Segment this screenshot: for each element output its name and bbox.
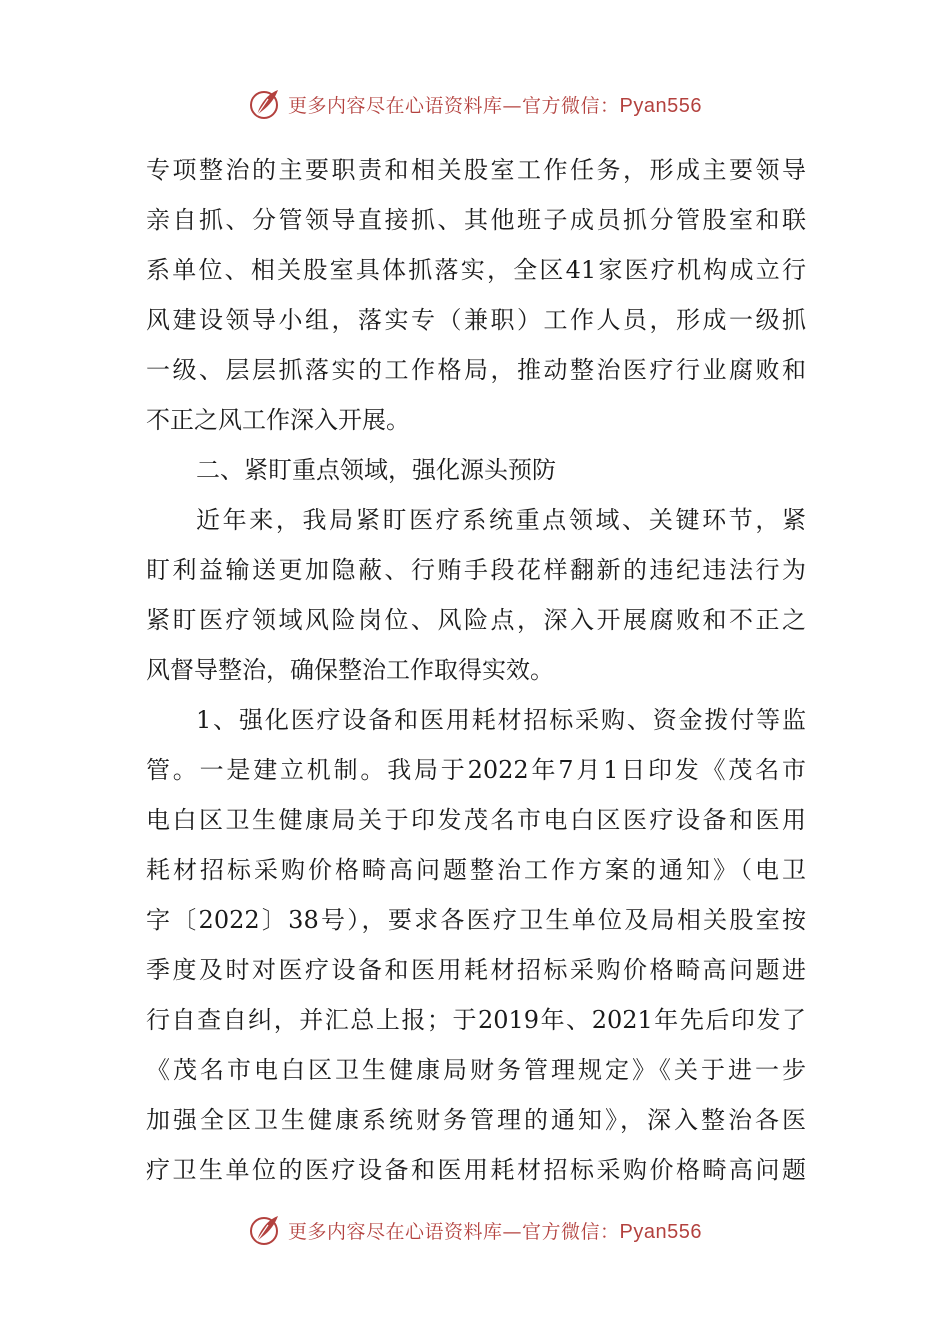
- text-line: 亲自抓、分管领导直接抓、其他班子成员抓分管股室和联: [146, 206, 806, 234]
- banner-text: [288, 1217, 702, 1244]
- text-line: 加强全区卫生健康系统财务管理的通知》，深入整治各医: [146, 1106, 806, 1134]
- banner-wechat-id: Pyan556: [619, 94, 702, 117]
- text-line: 近年来，我局紧盯医疗系统重点领域、关键环节，紧: [196, 506, 806, 534]
- banner-caption: 更多内容尽在心语资料库—官方微信：: [288, 94, 620, 117]
- text-line: 季度及时对医疗设备和医用耗材招标采购价格畸高问题进: [146, 956, 806, 984]
- section-heading: 二、紧盯重点领域，强化源头预防: [196, 456, 556, 484]
- text-line: 行自查自纠，并汇总上报；于2019年、2021年先后印发了: [146, 1006, 806, 1034]
- text-line: 风督导整治，确保整治工作取得实效。: [146, 656, 554, 684]
- text-line: 管。一是建立机制。我局于2022年7月1日印发《茂名市: [146, 756, 806, 784]
- text-line: 系单位、相关股室具体抓落实，全区41家医疗机构成立行: [146, 256, 806, 284]
- banner-caption: 更多内容尽在心语资料库—官方微信：: [288, 1220, 620, 1243]
- text-line: 1、强化医疗设备和医用耗材招标采购、资金拨付等监: [196, 706, 806, 734]
- text-line: 一级、层层抓落实的工作格局，推动整治医疗行业腐败和: [146, 356, 806, 384]
- header-banner: [0, 84, 950, 124]
- text-line: 电白区卫生健康局关于印发茂名市电白区医疗设备和医用: [146, 806, 806, 834]
- text-line: 不正之风工作深入开展。: [146, 406, 410, 434]
- banner-wechat-id: Pyan556: [619, 1220, 702, 1243]
- text-line: 紧盯医疗领域风险岗位、风险点，深入开展腐败和不正之: [146, 606, 806, 634]
- pen-feather-logo-icon: [248, 1213, 282, 1247]
- text-line: 专项整治的主要职责和相关股室工作任务，形成主要领导: [146, 156, 806, 184]
- banner-text: [288, 91, 702, 118]
- text-line: 盯利益输送更加隐蔽、行贿手段花样翻新的违纪违法行为: [146, 556, 806, 584]
- text-line: 《茂名市电白区卫生健康局财务管理规定》《关于进一步: [146, 1056, 806, 1084]
- text-line: 耗材招标采购价格畸高问题整治工作方案的通知》（电卫: [146, 856, 806, 884]
- footer-banner: [0, 1210, 950, 1250]
- text-line: 字〔2022〕38号），要求各医疗卫生单位及局相关股室按: [146, 906, 806, 934]
- text-line: 风建设领导小组，落实专（兼职）工作人员，形成一级抓: [146, 306, 806, 334]
- text-line: 疗卫生单位的医疗设备和医用耗材招标采购价格畸高问题: [146, 1156, 806, 1184]
- pen-feather-logo-icon: [248, 87, 282, 121]
- document-body: [146, 145, 806, 1195]
